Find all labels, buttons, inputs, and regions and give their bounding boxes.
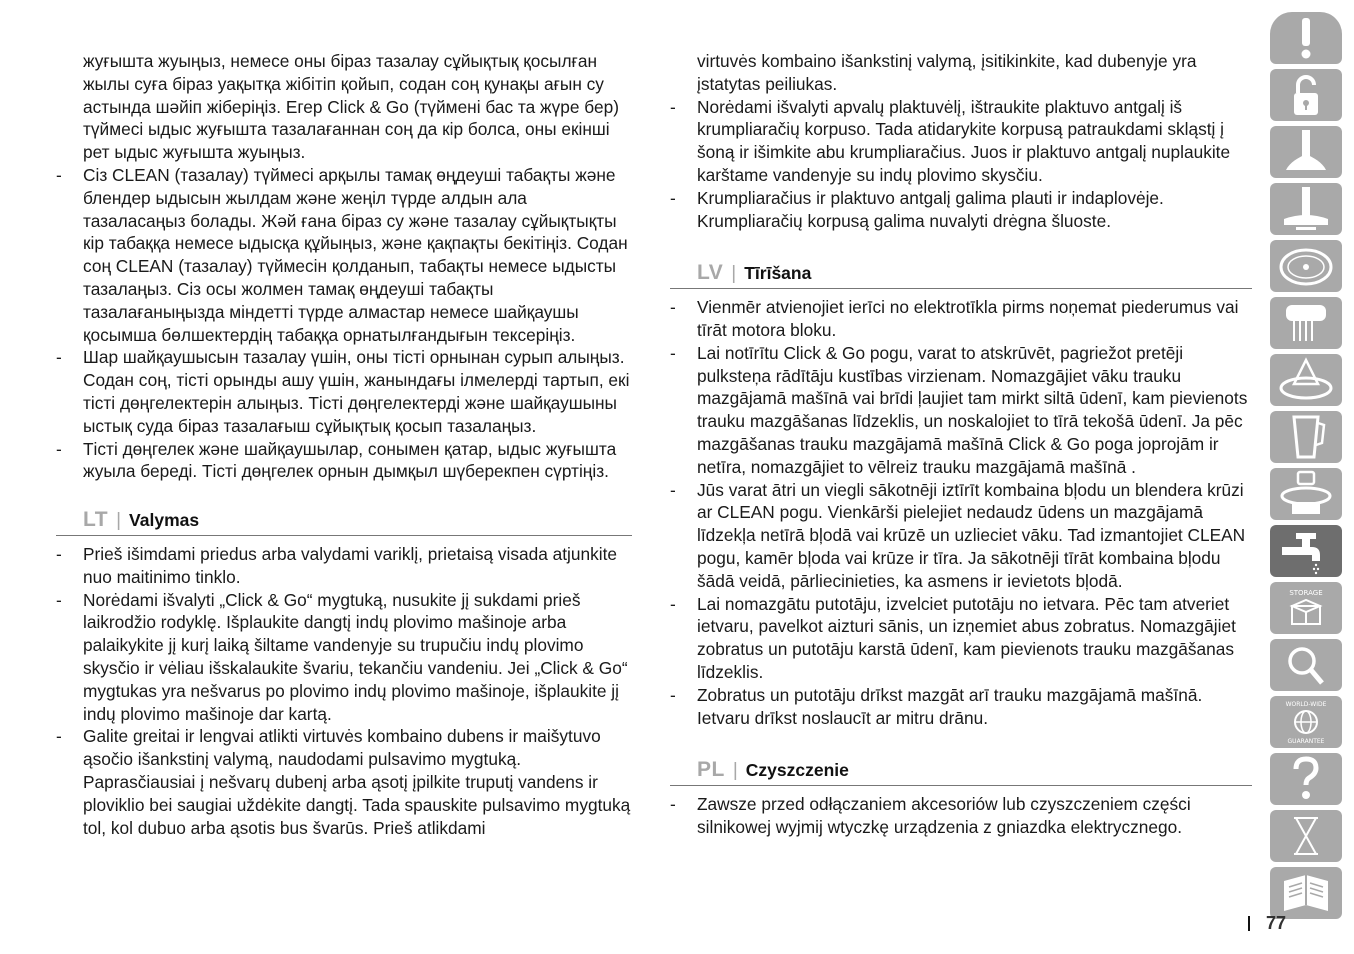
page-number — [1248, 913, 1286, 934]
list-item-text: Norėdami išvalyti apvalų plaktuvėlį, ištraukite plaktuvo antgalį iš krumpliaračių korpuso. Tada atidarykite korpusą patraukdami skląstį į šoną ir išimkite abu krumpliaračius. Juos ir plaktuvo antgalį nuplaukite karštame vandenyje su indų plovimo skysčiu. — [697, 96, 1231, 185]
tab-manual[interactable] — [1270, 867, 1342, 919]
magnifier-icon — [1276, 641, 1336, 689]
section-tabs-sidebar — [1270, 12, 1342, 924]
list-dash: - — [56, 726, 62, 747]
list-item — [56, 589, 632, 726]
guarantee-bottom-label: GUARANTEE — [1287, 738, 1325, 745]
heading-separator: | — [731, 263, 737, 285]
list-dash: - — [670, 96, 676, 117]
list-dash: - — [670, 794, 676, 815]
list-item-text: Lai nomazgātu putotāju, izvelciet putotāju no ietvara. Pēc tam atveriet ietvaru, pavelkot aizturi sānis, un izņemiet abus zobratus. Nomazgājiet zobratus un putotāju karstā ūdenī, kam pievienots trauku mazgāšanas līdzeklis. — [697, 593, 1236, 682]
list-item — [670, 187, 1252, 233]
guarantee-top-label: WORLD-WIDE — [1285, 701, 1327, 708]
tab-unlock[interactable] — [1270, 69, 1342, 121]
list-dash: - — [56, 164, 62, 185]
heading-separator: | — [116, 510, 122, 532]
list-item-text: Тісті дөңгелек және шайқаушылар, сонымен қатар, ыдыс жуғышта жуыла береді. Тісті дөңгелек орнын дымқыл шүберекпен сүртіңіз. — [83, 438, 617, 482]
tab-storage[interactable] — [1270, 582, 1342, 634]
list-item-text: Norėdami išvalyti „Click & Go“ mygtuką, nusukite jį sukdami prieš laikrodžio rodyklę. Išplaukite dangtį indų plovimo mašinoje arba palaikykite jį kurį laiką šiltame vandenyje su trupučiu indų plovimo skysčio ir vėliau išskalaukite švariu, tekančiu vandeniu. Jei „Click & Go“ mygtukas yra nešvarus po plovimo indų plovimo mašinoje, išplaukite jį indų plovimo mašinoje dar kartą. — [83, 589, 628, 724]
tab-questions[interactable] — [1270, 753, 1342, 805]
list-dash: - — [670, 479, 676, 500]
list-item-text: Jūs varat ātri un viegli sākotnēji iztīrīt kombaina bļodu un blendera krūzi ar CLEAN pogu. Vienkārši pielejiet nedaudz ūdens un mazgājamā līdzekļa netīrā bļodā vai krūzē un uzlieciet vāku. Tad izmantojiet CLEAN pogu, kamēr bļoda vai krūze ir tīra. Ja sākotnēji tīrāt kombaina bļodu šādā veidā, pārliecinieties, ka asmens ir ievietots bļodā. — [697, 479, 1246, 591]
padlock-icon — [1276, 71, 1336, 119]
list-item-text: Vienmēr atvienojiet ierīci no elektrotīkla pirms noņemat piederumus vai tīrāt motora bloku. — [697, 297, 1239, 340]
list-item — [56, 725, 632, 839]
tab-whisk[interactable] — [1270, 297, 1342, 349]
faucet-icon — [1276, 527, 1336, 575]
list-item-text: Zobratus un putotāju drīkst mazgāt arī trauku mazgājamā mašīnā. Ietvaru drīkst noslaucīt ar mitru drānu. — [697, 684, 1203, 728]
hourglass-icon — [1276, 812, 1336, 860]
tab-assembly[interactable] — [1270, 468, 1342, 520]
section-heading-lt — [56, 509, 632, 536]
list-item-text: Galite greitai ir lengvai atlikti virtuvės kombaino dubens ir maišytuvo ąsočio išankstinį valymą, naudodami pulsavimo mygtuką. Paprasčiausiai į nešvarų dubenį arba ąsotį įpilkite truputį vandens ir ploviklio bei saugiai uždėkite dangtį. Tada spauskite pulsavimo mygtuką tol, kol dubuo arba ąsotis bus švarūs. Prieš atlikdami — [83, 726, 631, 838]
question-icon — [1276, 755, 1336, 803]
list-dash: - — [56, 589, 62, 610]
exclamation-icon — [1276, 14, 1336, 62]
list-item — [670, 684, 1252, 730]
page-number-text: 77 — [1266, 913, 1287, 933]
page-number-bar — [1248, 916, 1250, 931]
language-code: LV — [697, 261, 724, 285]
dough-hook-icon — [1276, 128, 1336, 176]
section-title: Tīrīšana — [744, 263, 812, 284]
list-dash: - — [670, 297, 676, 318]
list-item-text: Zawsze przed odłączaniem akcesoriów lub czyszczeniem części silnikowej wyjmij wtyczkę urządzenia z gniazdka elektrycznego. — [697, 794, 1191, 837]
disc-icon — [1276, 242, 1336, 290]
tab-dough-hook[interactable] — [1270, 126, 1342, 178]
language-code: PL — [697, 758, 725, 782]
list-dash: - — [56, 347, 62, 368]
intro-paragraph: жуғышта жуыңыз, немесе оны біраз тазалау сұйықтық қосылған жылы суға біраз уақытқа жібітіп қойып, содан соң қунақы ағын су астында шәйіп жіберіңіз. Егер Click & Go (түймені бас та жүре бер) түймесі ыдыс жуғышта тазалағаннан соң да кір болса, оны екінші рет ыдыс жуғышта жуыңыз. — [83, 51, 619, 163]
list-item-text: Шар шайқаушысын тазалау үшін, оны тісті орнынан сурып алыңыз. Содан соң, тісті орынды ашу үшін, жанындағы ілмелерді тартып, екі тісті дөңгелектерін алыңыз. Тісті дөңгелектерді және шайқаушыны ыстық суда біраз тазалағыш сұйықтық қосып тазалаңыз. — [83, 347, 630, 436]
storage-icon — [1276, 584, 1336, 632]
heading-separator: | — [732, 760, 738, 782]
list-dash: - — [670, 684, 676, 705]
list-item — [56, 438, 632, 484]
storage-label: STORAGE — [1289, 589, 1323, 597]
list-dash: - — [670, 342, 676, 363]
tab-blender[interactable] — [1270, 411, 1342, 463]
list-dash: - — [670, 593, 676, 614]
tab-blade[interactable] — [1270, 183, 1342, 235]
assembly-icon — [1276, 470, 1336, 518]
section-title: Valymas — [129, 510, 200, 531]
list-item — [670, 296, 1252, 342]
section-heading-pl — [670, 759, 1252, 786]
section-title: Czyszczenie — [745, 760, 849, 781]
list-item — [56, 164, 632, 346]
list-dash: - — [670, 187, 676, 208]
list-item-text: Сіз CLEAN (тазалау) түймесі арқылы тамақ өңдеуші табақты және блендер ыдысын жылдам және жеңіл түрде алдын ала тазаласаңыз болады. Жәй ғана біраз су және тазалау сұйықтықты кір табаққа немесе ыдысқа құйыңыз, және қақпақты бекітіңіз. Содан соң CLEAN (тазалау) түймесін қолданып, табақты немесе ыдысты тазалаңыз. Сіз осы жолмен тамақ өңдеуші табақты тазалағаныңызда міндетті түрде алмастар немесе шайқаушы қосымша бөлшектердің табаққа орнатылғандығын тексеріңіз. — [83, 164, 628, 345]
list-item-text: Krumpliaračius ir plaktuvo antgalį galima plauti ir indaplovėje. Krumpliaračių korpusą galima nuvalyti drėgna šluoste. — [697, 187, 1164, 231]
knife-blade-icon — [1276, 185, 1336, 233]
citrus-press-icon — [1276, 356, 1336, 404]
book-icon — [1276, 869, 1336, 917]
tab-citrus[interactable] — [1270, 354, 1342, 406]
whisk-icon — [1276, 299, 1336, 347]
list-dash: - — [56, 438, 62, 459]
list-item — [56, 346, 632, 437]
left-column — [56, 50, 632, 839]
right-column — [670, 50, 1252, 839]
list-item — [670, 793, 1252, 839]
tab-cleaning[interactable] — [1270, 525, 1342, 577]
list-dash: - — [56, 543, 62, 564]
list-item — [670, 593, 1252, 684]
blender-jug-icon — [1276, 413, 1336, 461]
tab-disc[interactable] — [1270, 240, 1342, 292]
tab-timer[interactable] — [1270, 810, 1342, 862]
tab-safety[interactable] — [1270, 12, 1342, 64]
language-code: LT — [83, 508, 109, 532]
globe-guarantee-icon — [1276, 698, 1336, 746]
list-item — [670, 342, 1252, 479]
list-item — [56, 543, 632, 589]
section-heading-lv — [670, 262, 1252, 289]
list-item-text: Lai notīrītu Click & Go pogu, varat to atskrūvēt, pagriežot pretēji pulksteņa rādītāju kustības virzienam. Nomazgājiet vāku trauku mazgājamā mašīnā vai brīdi ļaujiet tam mirkt siltā ūdenī, kam pievienots trauku mazgāšanas līdzeklis, un noskalojiet to tīrā tekošā ūdenī. Ja pēc mazgāšanas trauku mazgājamā mašīnā Click & Go poga joprojām ir netīra, nomazgājiet to vēlreiz trauku mazgājamā mašīnā . — [697, 342, 1248, 477]
tab-guarantee[interactable] — [1270, 696, 1342, 748]
list-item — [670, 479, 1252, 593]
list-item-text: Prieš išimdami priedus arba valydami variklį, prietaisą visada atjunkite nuo maitinimo tinklo. — [83, 543, 618, 587]
tab-search[interactable] — [1270, 639, 1342, 691]
continuation-paragraph: virtuvės kombaino išankstinį valymą, įsitikinkite, kad dubenyje yra įstatytas peiliukas. — [697, 51, 1197, 94]
list-item — [670, 96, 1252, 187]
